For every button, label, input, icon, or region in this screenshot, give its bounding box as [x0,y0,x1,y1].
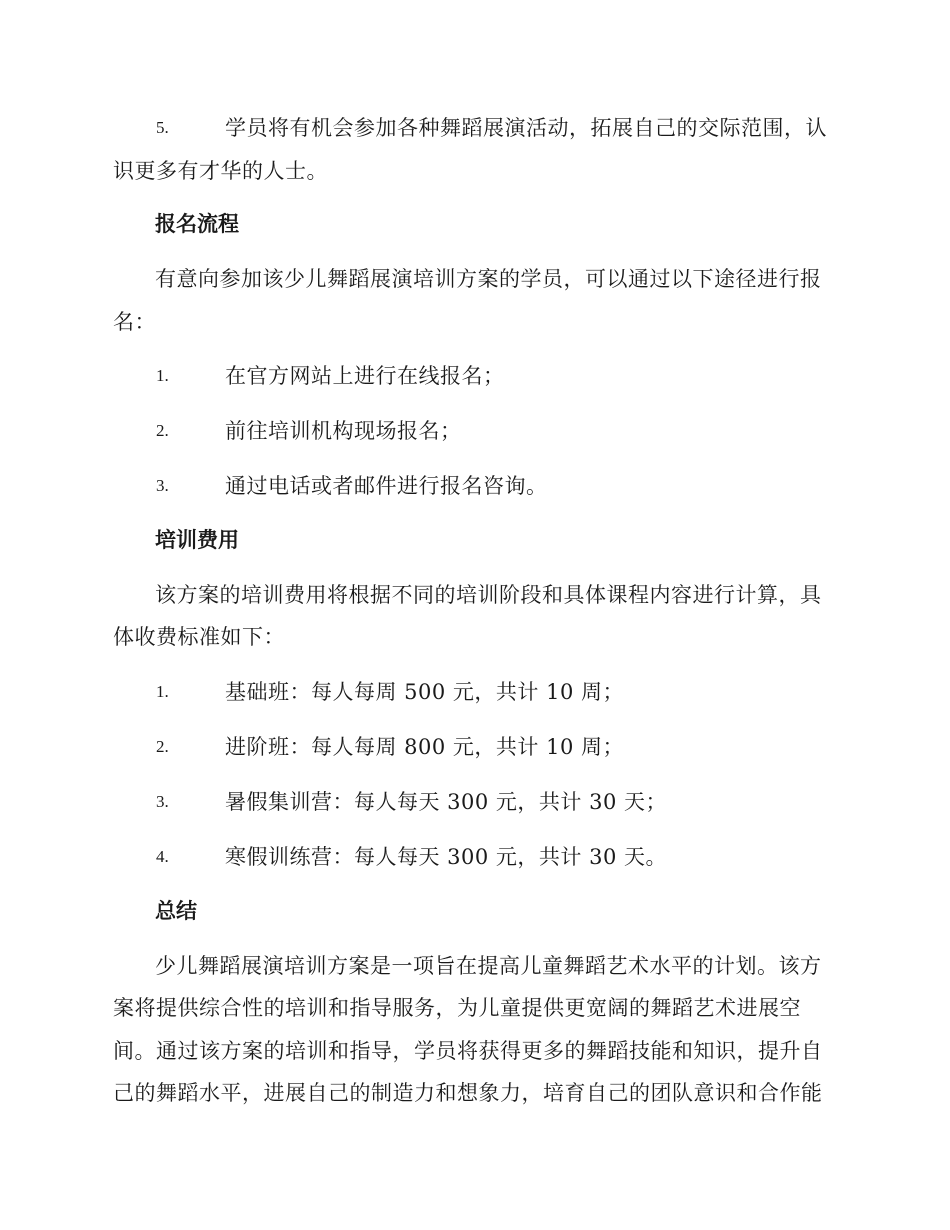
list-item-text: 暑假集训营：每人每天 300 元，共计 30 天； [225,790,668,814]
list-number: 1. [156,366,169,385]
list-number: 3. [156,792,169,811]
list-item-text: 在官方网站上进行在线报名； [225,364,505,388]
paragraph: 有意向参加该少儿舞蹈展演培训方案的学员，可以通过以下途径进行报 [155,267,822,291]
paragraph: 体收费标准如下： [113,625,285,649]
list-item-text: 基础班：每人每周 500 元，共计 10 周； [225,680,625,704]
list-number: 5. [156,118,169,137]
list-item-text: 前往培训机构现场报名； [225,419,462,443]
paragraph: 该方案的培训费用将根据不同的培训阶段和具体课程内容进行计算，具 [155,583,822,607]
paragraph: 间。通过该方案的培训和指导，学员将获得更多的舞蹈技能和知识，提升自 [113,1039,823,1063]
section-heading-registration: 报名流程 [155,212,239,236]
list-item-text: 通过电话或者邮件进行报名咨询。 [225,474,548,498]
list-item-text-continued: 识更多有才华的人士。 [113,159,328,183]
list-number: 2. [156,421,169,440]
paragraph: 名： [113,310,156,334]
paragraph: 少儿舞蹈展演培训方案是一项旨在提高儿童舞蹈艺术水平的计划。该方 [155,954,822,978]
paragraph: 案将提供综合性的培训和指导服务，为儿童提供更宽阔的舞蹈艺术进展空 [113,996,801,1020]
list-number: 1. [156,682,169,701]
list-number: 4. [156,847,169,866]
section-heading-fees: 培训费用 [155,528,239,552]
list-item-text: 学员将有机会参加各种舞蹈展演活动，拓展自己的交际范围，认 [225,116,827,140]
list-number: 3. [156,476,169,495]
list-item-text: 寒假训练营：每人每天 300 元，共计 30 天。 [225,845,668,869]
paragraph: 己的舞蹈水平，进展自己的制造力和想象力，培育自己的团队意识和合作能 [113,1081,823,1105]
section-heading-summary: 总结 [155,899,197,923]
list-item-text: 进阶班：每人每周 800 元，共计 10 周； [225,735,625,759]
list-number: 2. [156,737,169,756]
